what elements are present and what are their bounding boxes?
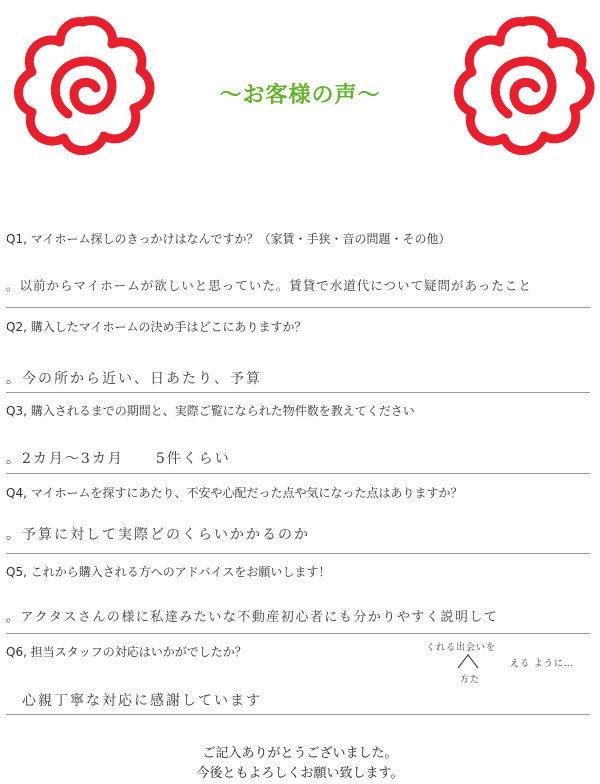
- insertion-caret-mark: [456, 652, 480, 670]
- insertion-note-line-2: える ように…: [510, 659, 574, 669]
- answer-2: 。今の所から近い、日あたり、予算: [6, 371, 262, 387]
- question-3: Q3, 購入されるまでの期間と、実際ご覧になられた物件数を教えてください: [6, 404, 415, 418]
- question-4: Q4, マイホームを探すにあたり、不安や心配だった点や気になった点はありますか？: [6, 486, 463, 500]
- insertion-note-line-3: 方た: [460, 675, 481, 685]
- footer-thanks: ご記入ありがとうございました。: [202, 746, 398, 761]
- answer-1: 。以前からマイホームが欲しいと思っていた。賃貸で水道代について疑問があったこと: [6, 278, 532, 293]
- question-5: Q5, これから購入される方へのアドバイスをお願いします！: [6, 565, 331, 579]
- answer-6: 心親丁寧な対応に感謝しています: [22, 693, 262, 709]
- insertion-note-line-1: くれる出会いを: [426, 643, 497, 653]
- answer-line-1: [6, 307, 590, 308]
- page-title: 〜お客様の声〜: [219, 83, 381, 108]
- question-1: Q1, マイホーム探しのきっかけはなんですか？（家賃・手狭・音の問題・その他）: [6, 232, 451, 246]
- answer-line-2: [6, 392, 590, 393]
- answer-line-6: [6, 714, 590, 715]
- answer-3: 。2カ月〜3カ月 5件くらい: [6, 451, 231, 467]
- answer-line-4: [6, 553, 590, 554]
- answer-line-5: [6, 633, 590, 634]
- answer-line-3: [6, 473, 590, 474]
- question-2: Q2, 購入したマイホームの決め手はどこにありますか？: [6, 320, 307, 334]
- answer-4: 。予算に対して実際どのくらいかかるのか: [6, 527, 310, 543]
- red-flower-logo-right: [448, 10, 598, 160]
- footer-regards: 今後ともよろしくお願い致します。: [196, 766, 404, 781]
- red-flower-logo-left: [8, 10, 158, 160]
- question-6: Q6, 担当スタッフの対応はいかがでしたか？: [6, 645, 247, 659]
- answer-5: 。アクタスさんの様に私達みたいな不動産初心者にも分かりやすく説明して: [6, 610, 499, 625]
